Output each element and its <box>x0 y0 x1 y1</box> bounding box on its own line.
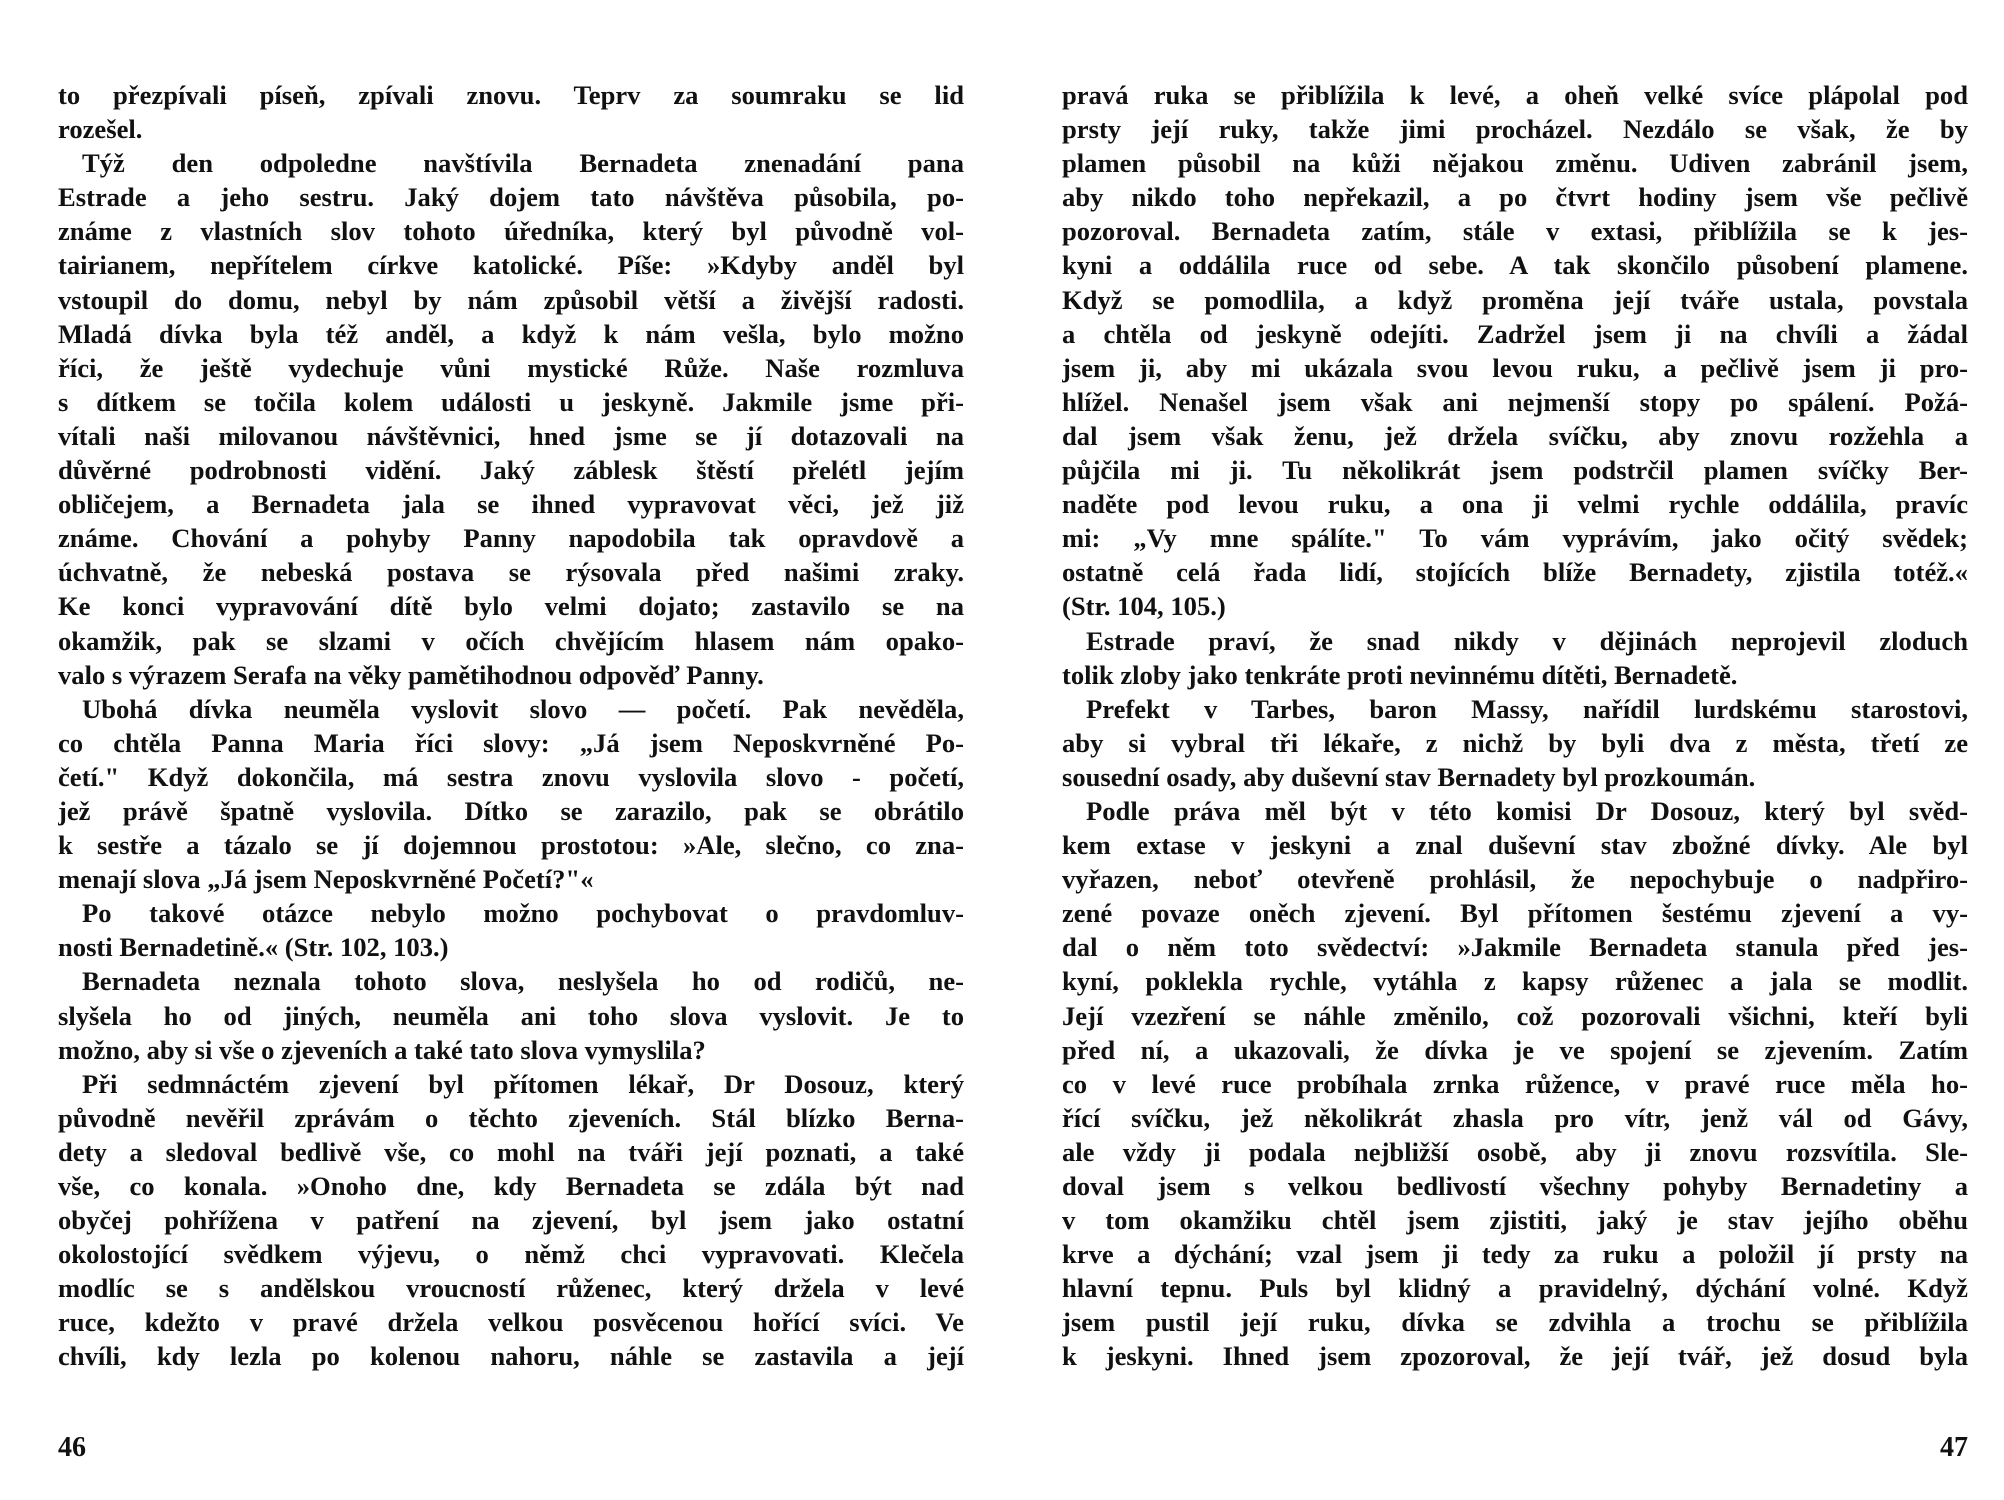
text-line: k jeskyni. Ihned jsem zpozoroval, že její tvář, jež dosud byla <box>1062 1341 1968 1372</box>
text-line: s dítkem se točila kolem události u jeskyně. Jakmile jsme při- <box>58 386 964 417</box>
text-line: jsem ji, aby mi ukázala svou levou ruku, a pečlivě jsem ji pro- <box>1062 352 1968 383</box>
text-line: obyčej pohřížena v patření na zjevení, byl jsem jako ostatní <box>58 1205 964 1236</box>
text-line: v tom okamžiku chtěl jsem zjistiti, jaký je stav jejího oběhu <box>1062 1205 1968 1236</box>
text-line: aby nikdo toho nepřekazil, a po čtvrt hodiny jsem vše pečlivě <box>1062 182 1968 213</box>
right-page <box>1062 0 1968 1500</box>
text-line: modlíc se s andělskou vroucností růženec, který držela v levé <box>58 1273 964 1304</box>
text-line: Ke konci vypravování dítě bylo velmi dojato; zastavilo se na <box>58 591 964 622</box>
right-page-number: 47 <box>1940 1432 1968 1463</box>
text-line: plamen působil na kůži nějakou změnu. Udiven zabránil jsem, <box>1062 148 1968 179</box>
text-line: co chtěla Panna Maria říci slovy: „Já jsem Neposkvrněné Po- <box>58 727 964 758</box>
text-line: ale vždy ji podala nejbližší osobě, aby ji znovu rozsvítila. Sle- <box>1062 1136 1968 1167</box>
text-line: okamžik, pak se slzami v očích chvějícím hlasem nám opako- <box>58 625 964 656</box>
text-line: vše, co konala. »Onoho dne, kdy Bernadeta se zdála být nad <box>58 1171 964 1201</box>
text-line: pravá ruka se přiblížila k levé, a oheň velké svíce plápolal pod <box>1062 80 1968 110</box>
text-line: známe z vlastních slov tohoto úředníka, který byl původně vol- <box>58 216 964 247</box>
text-line: jsem pustil její ruku, dívka se zdvihla a trochu se přiblížila <box>1062 1307 1968 1338</box>
text-line: valo s výrazem Serafa na věky pamětihodnou odpověď Panny. <box>58 659 764 690</box>
text-line: prsty její ruky, takže jimi procházel. Nezdálo se však, že by <box>1062 114 1968 145</box>
text-line: aby si vybral tři lékaře, z nichž by byli dva z města, třetí ze <box>1062 727 1968 758</box>
text-line: Ubohá dívka neuměla vyslovit slovo — početí. Pak nevěděla, <box>82 693 964 724</box>
text-line: sousední osady, aby duševní stav Bernadety byl prozkoumán. <box>1062 761 1756 792</box>
text-line: Estrade praví, že snad nikdy v dějinách neprojevil zloduch <box>1086 625 1968 656</box>
text-line: doval jsem s velkou bedlivostí všechny pohyby Bernadetiny a <box>1062 1171 1968 1201</box>
text-line: dal o něm toto svědectví: »Jakmile Bernadeta stanula před jes- <box>1062 932 1968 963</box>
text-line: chvíli, kdy lezla po kolenou nahoru, náhle se zastavila a její <box>58 1341 964 1372</box>
text-line: četí." Když dokončila, má sestra znovu vyslovila slovo - početí, <box>58 761 964 792</box>
text-line: tolik zloby jako tenkráte proti nevinnému dítěti, Bernadetě. <box>1062 659 1738 690</box>
text-line: vyřazen, neboť otevřeně prohlásil, že nepochybuje o nadpřiro- <box>1062 864 1968 895</box>
text-line: kyni a oddálila ruce od sebe. A tak skončilo působení plamene. <box>1062 250 1968 281</box>
text-line: vstoupil do domu, nebyl by nám způsobil větší a živější radosti. <box>58 284 964 315</box>
text-line: Její vzezření se náhle změnilo, což pozorovali všichni, kteří byli <box>1062 1000 1968 1031</box>
text-line: původně nevěřil zprávám o těchto zjeveních. Stál blízko Berna- <box>58 1102 964 1133</box>
text-line: mi: „Vy mne spálíte." To vám vyprávím, jako očitý svědek; <box>1062 523 1968 554</box>
text-line: krve a dýchání; vzal jsem ji tedy za ruku a položil jí prsty na <box>1062 1239 1968 1270</box>
right-page-text <box>1062 78 1968 1374</box>
left-page-text <box>58 78 964 1374</box>
text-line: vítali naši milovanou návštěvnici, hned jsme se jí dotazovali na <box>58 420 964 451</box>
text-line: Týž den odpoledne navštívila Bernadeta znenadání pana <box>82 148 964 179</box>
left-page <box>58 0 964 1500</box>
text-line: co v levé ruce probíhala zrnka růžence, v pravé ruce měla ho- <box>1062 1068 1968 1099</box>
text-line: dety a sledoval bedlivě vše, co mohl na tváři její poznati, a také <box>58 1136 964 1167</box>
text-line: ostatně celá řada lidí, stojících blíže Bernadety, zjistila totéž.« <box>1062 557 1968 588</box>
text-line: rozešel. <box>58 114 143 145</box>
text-line: menají slova „Já jsem Neposkvrněné Početí?"« <box>58 864 594 895</box>
text-line: kyní, poklekla rychle, vytáhla z kapsy růženec a jala se modlit. <box>1062 966 1968 997</box>
text-line: pozoroval. Bernadeta zatím, stále v extasi, přiblížila se k jes- <box>1062 216 1968 247</box>
text-line: kem extase v jeskyni a znal duševní stav zbožné dívky. Ale byl <box>1062 830 1968 861</box>
text-line: jež právě špatně vyslovila. Dítko se zarazilo, pak se obrátilo <box>58 795 964 826</box>
text-line: hlavní tepnu. Puls byl klidný a pravidelný, dýchání volné. Když <box>1062 1273 1968 1304</box>
text-line: (Str. 104, 105.) <box>1062 591 1226 622</box>
text-line: dal jsem však ženu, jež držela svíčku, aby znovu rozžehla a <box>1062 420 1968 451</box>
text-line: Prefekt v Tarbes, baron Massy, nařídil lurdskému starostovi, <box>1086 693 1968 724</box>
text-line: Po takové otázce nebylo možno pochybovat o pravdomluv- <box>82 898 964 929</box>
text-line: to přezpívali píseň, zpívali znovu. Teprv za soumraku se lid <box>58 80 964 110</box>
text-line: říci, že ještě vydechuje vůni mystické Růže. Naše rozmluva <box>58 352 964 383</box>
text-line: řící svíčku, jež několikrát zhasla pro vítr, jenž vál od Gávy, <box>1062 1102 1968 1133</box>
text-line: před ní, a ukazovali, že dívka je ve spojení se zjevením. Zatím <box>1062 1034 1968 1065</box>
text-line: Při sedmnáctém zjevení byl přítomen lékař, Dr Dosouz, který <box>82 1068 964 1099</box>
text-line: důvěrné podrobnosti vidění. Jaký záblesk štěstí přelétl jejím <box>58 455 964 486</box>
text-line: Mladá dívka byla též anděl, a když k nám vešla, bylo možno <box>58 318 964 349</box>
text-line: ruce, kdežto v pravé držela velkou posvěcenou hořící svíci. Ve <box>58 1307 964 1338</box>
text-line: hlížel. Nenašel jsem však ani nejmenší stopy po spálení. Požá- <box>1062 386 1968 417</box>
text-line: Estrade a jeho sestru. Jaký dojem tato návštěva působila, po- <box>58 182 964 213</box>
text-line: úchvatně, že nebeská postava se rýsovala před našimi zraky. <box>58 557 964 588</box>
text-line: a chtěla od jeskyně odejíti. Zadržel jsem ji na chvíli a žádal <box>1062 318 1968 349</box>
text-line: naděte pod levou ruku, a ona ji velmi rychle oddálila, pravíc <box>1062 489 1968 520</box>
text-line: Když se pomodlila, a když proměna její tváře ustala, povstala <box>1062 284 1968 315</box>
text-line: Podle práva měl být v této komisi Dr Dosouz, který byl svěd- <box>1086 795 1968 826</box>
text-line: půjčila mi ji. Tu několikrát jsem podstrčil plamen svíčky Ber- <box>1062 455 1968 486</box>
text-line: možno, aby si vše o zjeveních a také tato slova vymyslila? <box>58 1034 706 1065</box>
text-line: slyšela ho od jiných, neuměla ani toho slova vyslovit. Je to <box>58 1000 964 1031</box>
text-line: okolostojící svědkem výjevu, o němž chci vypravovati. Klečela <box>58 1239 964 1270</box>
text-line: obličejem, a Bernadeta jala se ihned vypravovat věci, jež již <box>58 489 964 520</box>
text-line: nosti Bernadetině.« (Str. 102, 103.) <box>58 932 449 963</box>
left-page-number: 46 <box>58 1432 86 1463</box>
text-line: zené povaze oněch zjevení. Byl přítomen šestému zjevení a vy- <box>1062 898 1968 929</box>
text-line: Bernadeta neznala tohoto slova, neslyšela ho od rodičů, ne- <box>82 966 964 997</box>
text-line: tairianem, nepřítelem církve katolické. Píše: »Kdyby anděl byl <box>58 250 964 281</box>
text-line: známe. Chování a pohyby Panny napodobila tak opravdově a <box>58 523 964 554</box>
text-line: k sestře a tázalo se jí dojemnou prostotou: »Ale, slečno, co zna- <box>58 830 964 861</box>
